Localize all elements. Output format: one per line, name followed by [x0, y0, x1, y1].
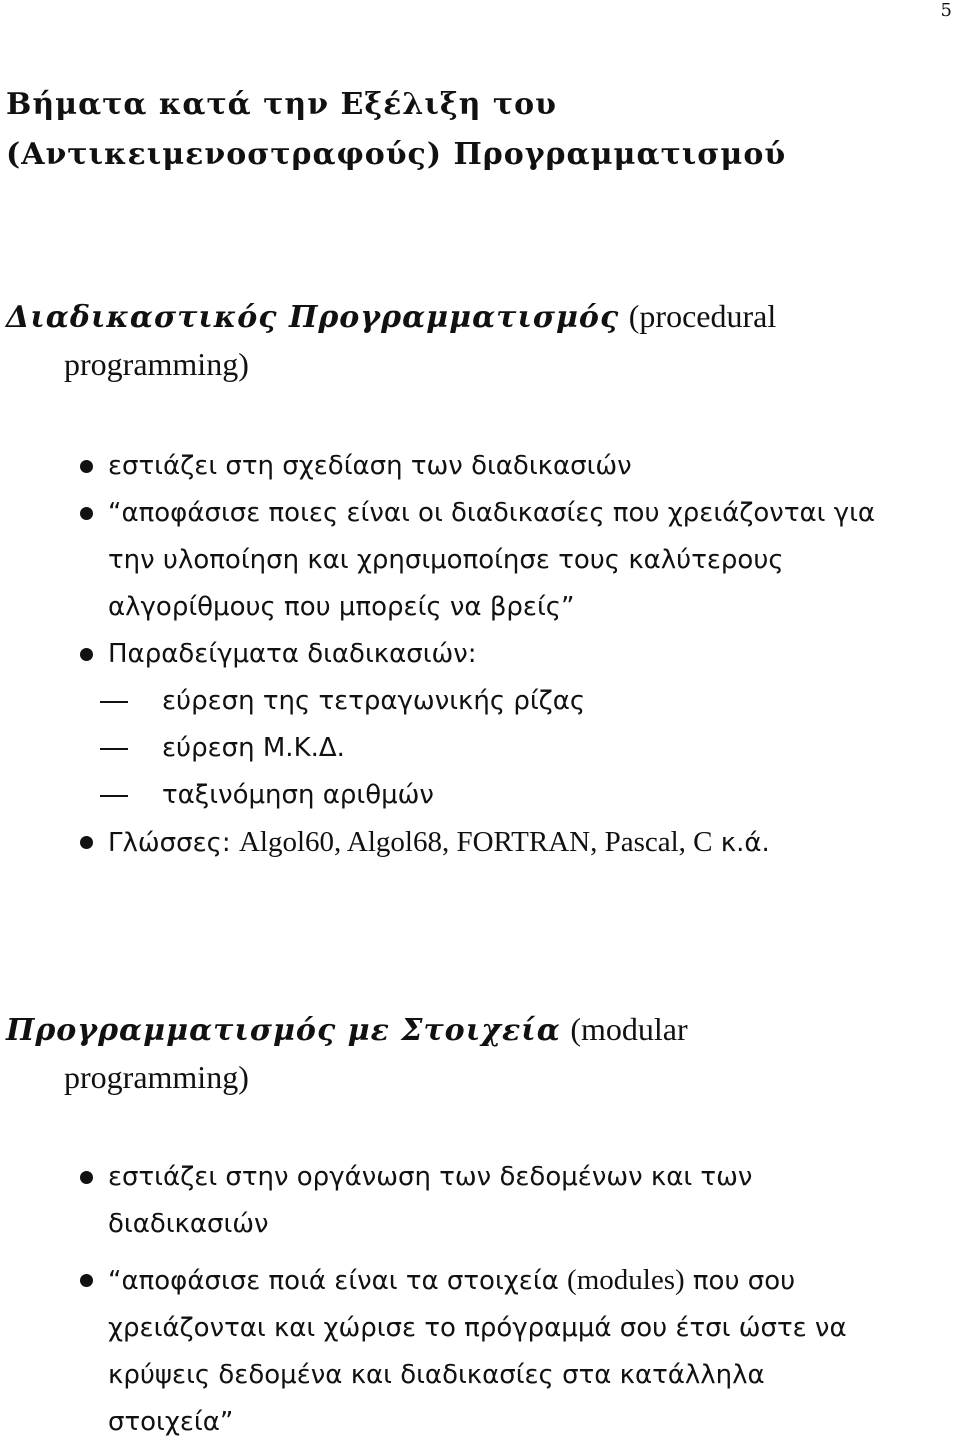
- modules-term: (modules): [567, 1264, 685, 1296]
- sub-list-item: [0, 678, 928, 725]
- title-line-2: (Αντικειμενοστραφούς) Προγραμματισμού: [6, 137, 787, 172]
- list-item: [0, 1154, 928, 1248]
- list-item: [0, 490, 928, 631]
- section-heading-latin: (modular: [570, 1011, 688, 1047]
- dash-icon: [100, 795, 128, 797]
- languages-list: Algol60, Algol68, FORTRAN, Pascal, C: [238, 826, 713, 858]
- dash-icon: [100, 748, 128, 750]
- section-heading-greek: Προγραμματισμός με Στοιχεία: [6, 1013, 561, 1048]
- modular-bullet-list: [0, 1154, 928, 1446]
- sub-list-item: [0, 772, 928, 819]
- sub-list-item-text: εύρεση της τετραγωνικής ρίζας: [162, 686, 586, 716]
- bullet-icon: [80, 1274, 93, 1287]
- sub-list-item-text: ταξινόμηση αριθμών: [162, 780, 434, 810]
- section-heading-latin-continued: programming): [64, 346, 249, 382]
- bullet-icon: [80, 1171, 93, 1184]
- languages-suffix: κ.ά.: [720, 828, 770, 858]
- bullet-icon: [80, 836, 93, 849]
- list-item-line: εστιάζει στην οργάνωση των δεδομένων και των: [108, 1162, 753, 1192]
- section-heading-latin: (procedural: [628, 298, 777, 334]
- list-item: [0, 443, 928, 490]
- section-heading-modular: [6, 1006, 688, 1101]
- page-number: 5: [940, 0, 952, 21]
- list-item-line: κρύψεις δεδομένα και διαδικασίες στα κατάλληλα: [108, 1360, 765, 1390]
- list-item: [0, 819, 928, 867]
- procedural-bullet-list: [0, 443, 928, 867]
- page-title: [6, 80, 786, 180]
- languages-label: Γλώσσες:: [108, 828, 231, 858]
- list-item-line: διαδικασιών: [108, 1209, 269, 1239]
- section-heading-procedural: [6, 293, 776, 388]
- list-item-text: “αποφάσισε ποιά είναι τα στοιχεία: [108, 1266, 559, 1296]
- bullet-icon: [80, 460, 93, 473]
- list-item-line: στοιχεία”: [108, 1407, 234, 1437]
- list-item-line: χρειάζονται και χώρισε το πρόγραμμά σου έτσι ώστε να: [108, 1313, 847, 1343]
- bullet-icon: [80, 507, 93, 520]
- sub-list-item-text: εύρεση Μ.Κ.Δ.: [162, 733, 345, 763]
- title-line-1: Βήματα κατά την Εξέλιξη του: [6, 87, 557, 122]
- list-item: [0, 1257, 928, 1446]
- sub-list-item: [0, 725, 928, 772]
- list-item-text: Παραδείγματα διαδικασιών:: [108, 639, 477, 669]
- list-item-line: την υλοποίηση και χρησιμοποίησε τους καλύτερους: [108, 545, 784, 575]
- section-heading-greek: Διαδικαστικός Προγραμματισμός: [6, 300, 620, 335]
- dash-icon: [100, 701, 128, 703]
- list-item-text: που σου: [692, 1266, 796, 1296]
- list-item: [0, 631, 928, 678]
- list-item-line: αλγορίθμους που μπορείς να βρείς”: [108, 592, 575, 622]
- list-item-line: “αποφάσισε ποιες είναι οι διαδικασίες που χρειάζονται για: [108, 498, 876, 528]
- section-heading-latin-continued: programming): [64, 1059, 249, 1095]
- list-item-text: εστιάζει στη σχεδίαση των διαδικασιών: [108, 451, 632, 481]
- bullet-icon: [80, 648, 93, 661]
